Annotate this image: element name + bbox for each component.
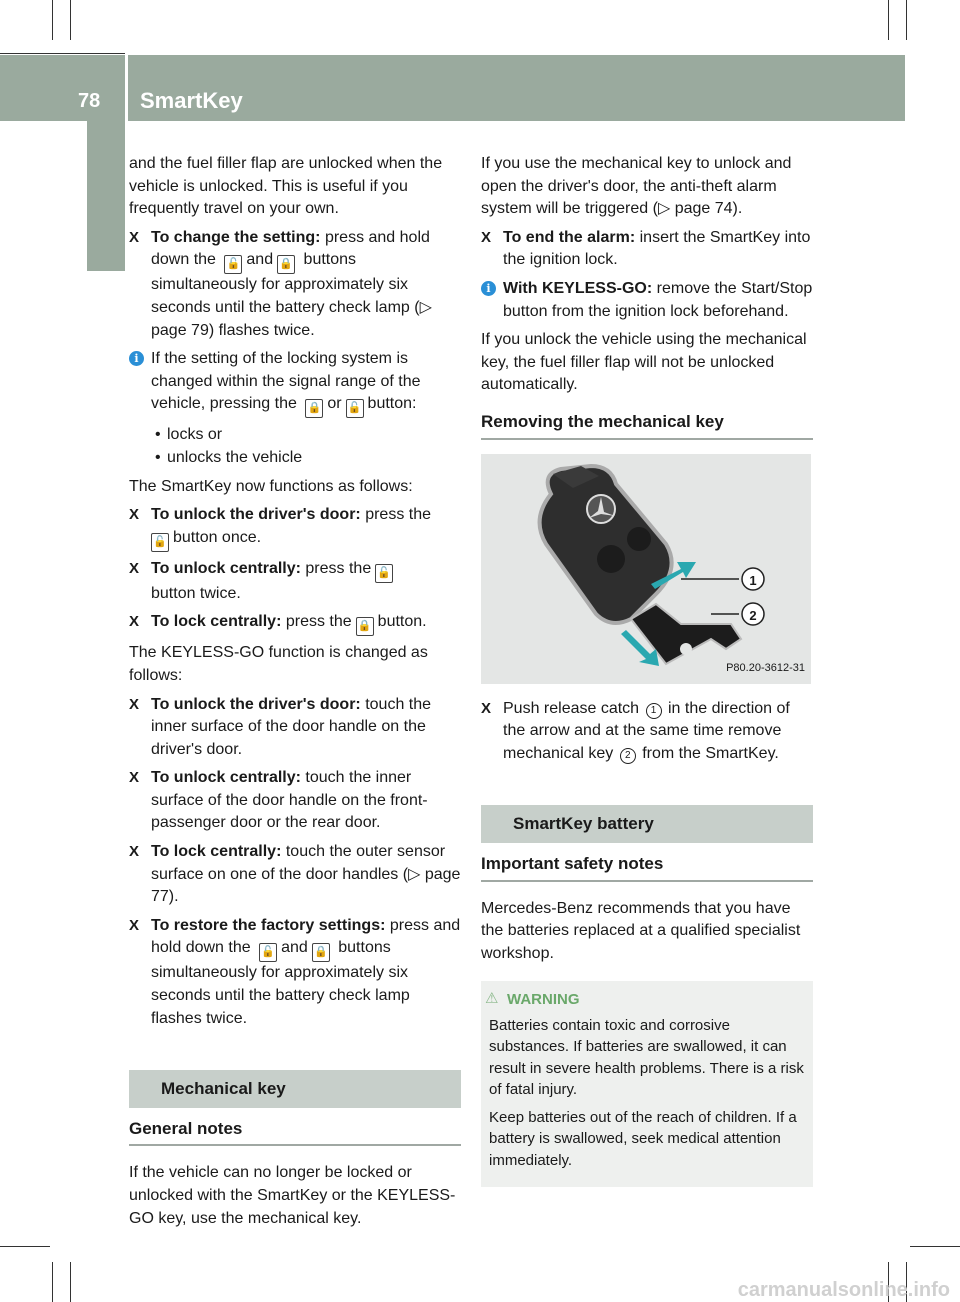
info-text: remove the Start/Stop button from the ignition lock beforehand. bbox=[503, 279, 813, 320]
smartkey-illustration bbox=[481, 454, 811, 684]
warning-title: ⚠ WARNING bbox=[507, 989, 805, 1011]
step-label: To change the setting: bbox=[151, 228, 321, 246]
page-ref: page 74). bbox=[674, 200, 743, 218]
warning-text: Keep batteries out of the reach of children. If a battery is swallowed, seek medical attention immediately. bbox=[489, 1108, 797, 1169]
paragraph-text: If you use the mechanical key to unlock and open the driver's door, the anti-theft alarm system will be triggered ( bbox=[481, 155, 792, 218]
step-kg-unlock-driver bbox=[129, 694, 461, 762]
step-lock-central bbox=[129, 611, 461, 636]
section-heading-mechanical-key: Mechanical key bbox=[129, 1070, 461, 1108]
step-text: press and hold down the bbox=[151, 916, 461, 957]
chapter-label: Opening and closing bbox=[90, 307, 117, 545]
step-change-setting bbox=[129, 227, 461, 342]
subheading-safety-notes: Important safety notes bbox=[481, 853, 813, 882]
step-text: touch the inner surface of the door handle on the driver's door. bbox=[151, 695, 432, 758]
info-text: If the setting of the locking system is changed within the signal range of the vehicle, pressing the bbox=[151, 350, 421, 413]
callout-2: 2 bbox=[749, 607, 757, 623]
step-text: touch the inner surface of the door handle on the front-passenger door or the rear door. bbox=[151, 769, 428, 832]
unlock-icon: 🔓 bbox=[375, 564, 393, 583]
step-text: and bbox=[246, 251, 274, 269]
crop-mark bbox=[888, 0, 889, 40]
step-label: To unlock centrally: bbox=[151, 769, 301, 787]
lock-icon: 🔒 bbox=[305, 399, 323, 418]
crop-mark bbox=[70, 0, 71, 40]
crop-mark bbox=[52, 1262, 53, 1302]
step-text: Push release catch bbox=[503, 699, 640, 717]
info-note bbox=[129, 348, 461, 418]
step-kg-unlock-central bbox=[129, 767, 461, 835]
step-restore-factory bbox=[129, 915, 461, 1030]
page-ref: page 79) flashes twice. bbox=[151, 321, 315, 339]
step-arrow-icon: X bbox=[129, 695, 140, 713]
step-text: buttons simultaneously for approximately six seconds until the battery check lamp ( bbox=[151, 251, 420, 316]
step-text: from the SmartKey. bbox=[642, 744, 779, 762]
step-end-alarm bbox=[481, 227, 813, 272]
header-separator bbox=[125, 55, 128, 121]
step-kg-lock-central bbox=[129, 841, 461, 909]
crop-mark bbox=[52, 0, 53, 40]
right-column bbox=[481, 153, 813, 1187]
step-arrow-icon: X bbox=[129, 506, 140, 524]
step-text: button. bbox=[377, 613, 427, 631]
step-text: and bbox=[281, 939, 308, 957]
list-item: • unlocks the vehicle bbox=[155, 447, 461, 470]
page-number: 78 bbox=[78, 90, 101, 112]
bullet-list bbox=[129, 424, 461, 469]
step-text: buttons simultaneously for approximately six seconds until the battery check lamp flashes twice. bbox=[151, 939, 410, 1027]
triangle-right-icon: ▷ bbox=[408, 865, 425, 883]
unlock-icon: 🔓 bbox=[224, 255, 242, 274]
step-arrow-icon: X bbox=[129, 843, 140, 861]
paragraph: Mercedes-Benz recommends that you have the batteries replaced at a qualified specialist workshop. bbox=[481, 899, 801, 962]
step-text: touch the outer sensor surface on one of the door handles ( bbox=[151, 843, 446, 883]
smartkey-drawing bbox=[481, 454, 811, 684]
unlock-icon: 🔓 bbox=[151, 533, 169, 552]
paragraph: If the vehicle can no longer be locked or unlocked with the SmartKey or the KEYLESS-GO key, use the mechanical key. bbox=[129, 1164, 456, 1227]
info-text: button: bbox=[367, 395, 417, 413]
subheading-removing-key: Removing the mechanical key bbox=[481, 411, 813, 440]
step-arrow-icon: X bbox=[481, 699, 492, 717]
step-text: press the bbox=[365, 506, 432, 524]
crop-mark bbox=[0, 1246, 50, 1247]
chapter-tab bbox=[87, 121, 125, 271]
unlock-icon: 🔓 bbox=[259, 943, 277, 962]
callout-ref-2: 2 bbox=[620, 748, 636, 764]
step-label: To unlock the driver's door: bbox=[151, 506, 361, 524]
paragraph: The SmartKey now functions as follows: bbox=[129, 477, 413, 495]
step-arrow-icon: X bbox=[129, 559, 140, 577]
paragraph bbox=[481, 153, 813, 221]
crop-mark bbox=[910, 1246, 960, 1247]
step-label: To unlock the driver's door: bbox=[151, 695, 361, 713]
info-icon: i bbox=[481, 281, 496, 296]
step-label: To lock centrally: bbox=[151, 613, 282, 631]
crop-mark bbox=[70, 1262, 71, 1302]
list-item: • locks or bbox=[155, 424, 461, 447]
step-text: press and hold down the bbox=[151, 228, 430, 269]
subheading-general-notes: General notes bbox=[129, 1118, 461, 1147]
step-label: To unlock centrally: bbox=[151, 559, 301, 577]
info-text: or bbox=[327, 395, 342, 413]
warning-box bbox=[481, 981, 813, 1187]
page-ref: page 77). bbox=[151, 865, 461, 906]
info-icon: i bbox=[129, 351, 144, 366]
header-bar bbox=[0, 55, 905, 121]
step-text: press the bbox=[305, 559, 372, 577]
section-heading-battery: SmartKey battery bbox=[481, 805, 813, 843]
callout-ref-1: 1 bbox=[646, 703, 662, 719]
step-text: button once. bbox=[173, 528, 262, 546]
lock-icon: 🔒 bbox=[356, 617, 374, 636]
lock-icon: 🔒 bbox=[277, 255, 295, 274]
step-unlock-driver bbox=[129, 504, 461, 552]
step-label: To end the alarm: bbox=[503, 228, 636, 246]
page-title: SmartKey bbox=[140, 88, 243, 113]
step-text: button twice. bbox=[151, 584, 241, 602]
warning-text: Batteries contain toxic and corrosive substances. If batteries are swallowed, it can result in severe health problems. There is a risk of fatal injury. bbox=[489, 1016, 804, 1099]
triangle-right-icon: ▷ bbox=[657, 200, 675, 218]
left-column bbox=[129, 153, 461, 1236]
watermark: carmanualsonline.info bbox=[737, 1279, 950, 1301]
step-label: To lock centrally: bbox=[151, 843, 282, 861]
step-push-release-catch bbox=[481, 698, 813, 766]
step-arrow-icon: X bbox=[129, 228, 140, 246]
step-arrow-icon: X bbox=[129, 769, 140, 787]
figure-code: P80.20-3612-31 bbox=[726, 661, 805, 674]
info-label: With KEYLESS-GO: bbox=[503, 279, 653, 297]
lock-icon: 🔒 bbox=[312, 943, 330, 962]
callout-1: 1 bbox=[749, 572, 757, 588]
unlock-icon: 🔓 bbox=[346, 399, 364, 418]
step-unlock-central bbox=[129, 558, 461, 606]
paragraph: If you unlock the vehicle using the mechanical key, the fuel filler flap will not be unlocked automatically. bbox=[481, 331, 807, 394]
step-arrow-icon: X bbox=[481, 228, 492, 246]
triangle-right-icon: ▷ bbox=[419, 298, 432, 316]
info-note bbox=[481, 278, 813, 323]
step-arrow-icon: X bbox=[129, 613, 140, 631]
step-text: insert the SmartKey into the ignition lock. bbox=[503, 228, 811, 269]
crop-mark bbox=[0, 53, 125, 54]
intro-text: and the fuel filler flap are unlocked when the vehicle is unlocked. This is useful if you frequently travel on your own. bbox=[129, 155, 443, 218]
step-label: To restore the factory settings: bbox=[151, 916, 386, 934]
step-text: press the bbox=[285, 613, 352, 631]
crop-mark bbox=[906, 0, 907, 40]
step-text: in the direction of the arrow and at the same time remove mechanical key bbox=[503, 699, 790, 762]
paragraph: The KEYLESS-GO function is changed as follows: bbox=[129, 644, 428, 684]
step-arrow-icon: X bbox=[129, 916, 140, 934]
